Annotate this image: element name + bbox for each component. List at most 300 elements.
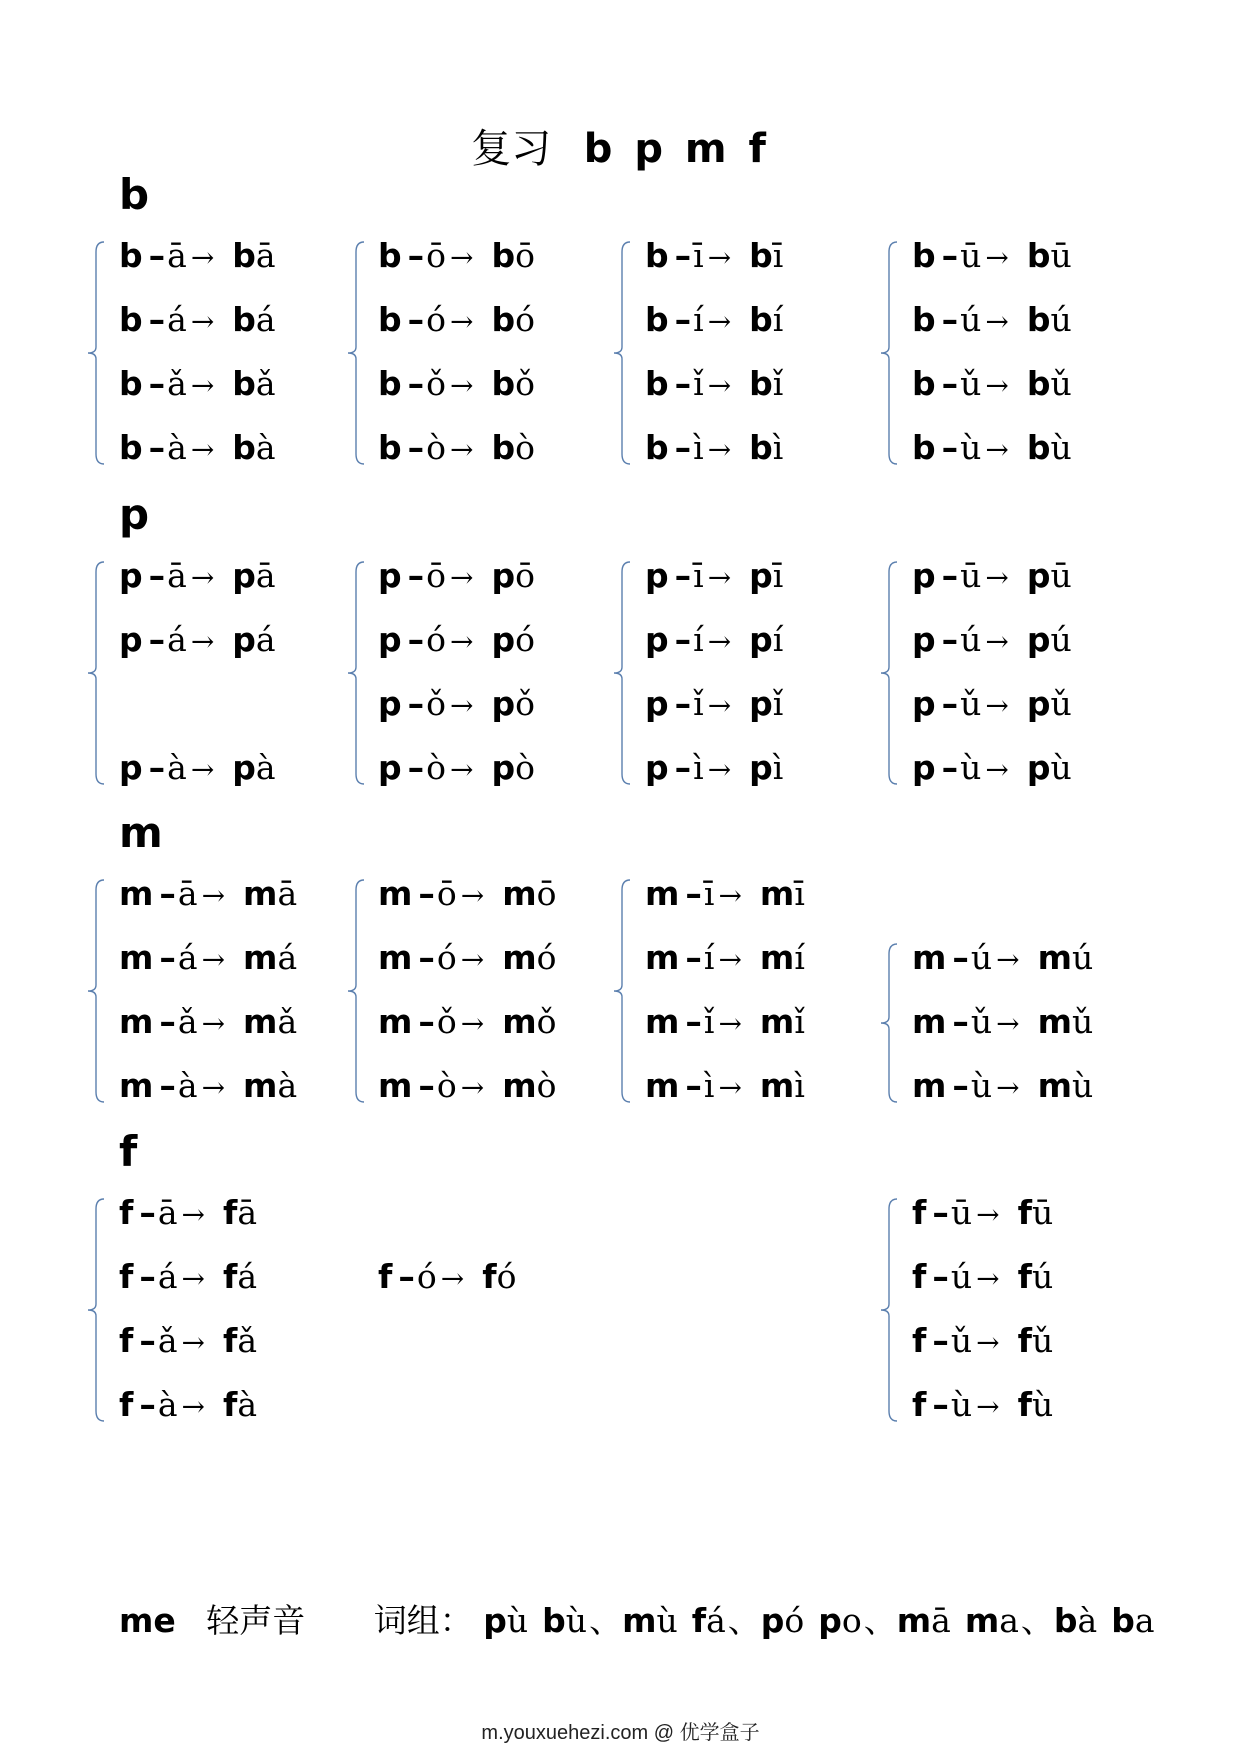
- section-heading-b: b: [119, 170, 150, 219]
- result-final: ǐ: [794, 1002, 805, 1041]
- initial: p: [645, 556, 669, 595]
- dash: –: [418, 874, 435, 913]
- syllable-entry: [378, 360, 535, 408]
- final: á: [167, 620, 187, 659]
- dash: –: [941, 428, 959, 467]
- result-final: ǒ: [536, 1002, 557, 1041]
- syllable-entry: [119, 1253, 257, 1301]
- title-chinese: 复习: [471, 126, 552, 172]
- final: í: [703, 938, 715, 977]
- arrow-icon: →: [450, 625, 474, 658]
- dash: –: [674, 364, 692, 403]
- final: ǎ: [157, 1321, 178, 1360]
- syllable-entry: [378, 680, 535, 728]
- arrow-icon: →: [201, 1007, 226, 1040]
- final: ú: [960, 300, 982, 339]
- result-initial: b: [232, 300, 256, 339]
- result-initial: p: [232, 556, 256, 595]
- result-final: ó: [515, 620, 535, 659]
- result-initial: b: [749, 236, 773, 275]
- dash: –: [674, 620, 692, 659]
- result-final: ú: [1031, 1257, 1054, 1296]
- result-initial: p: [1026, 556, 1051, 595]
- result-initial: p: [232, 620, 256, 659]
- brace-bracket: [348, 242, 364, 464]
- arrow-icon: →: [450, 305, 474, 338]
- word-pair: [897, 1601, 1019, 1640]
- syllable-entry: [912, 424, 1072, 472]
- result-final: á: [255, 620, 276, 659]
- arrow-icon: →: [181, 1262, 206, 1295]
- syllable-entry: [119, 1062, 297, 1110]
- final: ó: [426, 620, 446, 659]
- page-title: [0, 122, 1241, 176]
- initial: p: [645, 684, 669, 723]
- brace-bracket: [614, 880, 630, 1102]
- result-final: ā: [237, 1193, 258, 1232]
- arrow-icon: →: [976, 1390, 1000, 1423]
- dash: –: [148, 300, 166, 339]
- arrow-icon: →: [181, 1390, 206, 1423]
- dash: –: [941, 620, 959, 659]
- arrow-icon: →: [976, 1198, 1000, 1231]
- result-final: ō: [515, 236, 535, 275]
- initial: f: [912, 1193, 927, 1232]
- result-initial: m: [759, 874, 795, 913]
- word-pair: [1054, 1601, 1155, 1640]
- dash: –: [941, 684, 959, 723]
- initial: f: [912, 1321, 927, 1360]
- result-final: à: [255, 748, 276, 787]
- result-initial: p: [749, 620, 773, 659]
- syllable-entry: [912, 998, 1093, 1046]
- result-initial: b: [491, 236, 516, 275]
- result-initial: b: [1026, 428, 1051, 467]
- dash: –: [407, 748, 425, 787]
- arrow-icon: →: [976, 1326, 1000, 1359]
- final: ī: [703, 874, 715, 913]
- arrow-icon: →: [707, 369, 732, 402]
- final: í: [693, 300, 704, 339]
- arrow-icon: →: [201, 879, 226, 912]
- result-initial: p: [491, 684, 516, 723]
- result-initial: m: [759, 1066, 795, 1105]
- arrow-icon: →: [190, 561, 215, 594]
- result-final: ǔ: [1031, 1321, 1054, 1360]
- initial: b: [119, 300, 143, 339]
- neutral-tone-syllable: me: [119, 1601, 176, 1640]
- syllable-entry: [378, 552, 535, 600]
- dash: –: [932, 1193, 949, 1232]
- word-initial: m: [896, 1601, 932, 1640]
- arrow-icon: →: [996, 1071, 1020, 1104]
- result-initial: b: [1026, 236, 1051, 275]
- result-initial: b: [491, 364, 516, 403]
- dash: –: [932, 1257, 949, 1296]
- dash: –: [407, 620, 425, 659]
- result-initial: b: [491, 300, 516, 339]
- dash: –: [941, 364, 959, 403]
- initial: b: [912, 300, 936, 339]
- arrow-icon: →: [985, 433, 1009, 466]
- result-initial: p: [491, 556, 516, 595]
- arrow-icon: →: [976, 1262, 1000, 1295]
- result-final: ù: [1050, 428, 1072, 467]
- syllable-entry: [119, 1381, 257, 1429]
- result-final: ǐ: [772, 364, 784, 403]
- arrow-icon: →: [707, 625, 732, 658]
- syllable-entry: [912, 616, 1072, 664]
- dash: –: [148, 364, 166, 403]
- word-pair: [622, 1601, 726, 1640]
- arrow-icon: →: [718, 943, 742, 976]
- dash: –: [407, 364, 425, 403]
- brace-bracket: [88, 880, 104, 1102]
- dash: –: [685, 1002, 702, 1041]
- dash: –: [418, 938, 435, 977]
- result-final: ú: [1072, 938, 1094, 977]
- final: í: [693, 620, 704, 659]
- syllable-entry: [378, 296, 535, 344]
- syllable-entry: [912, 552, 1072, 600]
- arrow-icon: →: [985, 241, 1009, 274]
- initial: m: [645, 1066, 680, 1105]
- syllable-entry: [119, 1189, 257, 1237]
- result-final: ō: [515, 556, 535, 595]
- syllable-entry: [645, 296, 783, 344]
- word-initial: p: [760, 1601, 785, 1640]
- result-final: ì: [772, 748, 784, 787]
- final: ǒ: [436, 1002, 457, 1041]
- final: ǐ: [703, 1002, 715, 1041]
- result-initial: p: [1026, 684, 1051, 723]
- result-initial: p: [749, 684, 773, 723]
- result-initial: m: [1037, 1002, 1073, 1041]
- arrow-icon: →: [440, 1262, 465, 1295]
- syllable-entry: [912, 1189, 1053, 1237]
- dash: –: [139, 1193, 156, 1232]
- word-initial: b: [1111, 1601, 1135, 1640]
- result-final: ī: [772, 556, 784, 595]
- initial: m: [119, 1002, 154, 1041]
- syllable-entry: [378, 870, 557, 918]
- initial: b: [378, 236, 402, 275]
- final: ù: [960, 748, 982, 787]
- result-final: í: [772, 620, 784, 659]
- arrow-icon: →: [996, 943, 1020, 976]
- initial: b: [119, 428, 143, 467]
- brace-bracket: [881, 1199, 897, 1421]
- word-initial: b: [1053, 1601, 1078, 1640]
- initial: p: [912, 620, 936, 659]
- arrow-icon: →: [707, 305, 732, 338]
- syllable-entry: [912, 232, 1072, 280]
- initial: f: [119, 1193, 134, 1232]
- arrow-icon: →: [450, 369, 474, 402]
- result-initial: f: [1017, 1193, 1032, 1232]
- site-credit: m.youxuehezi.com @ 优学盒子: [481, 1722, 760, 1744]
- arrow-icon: →: [460, 879, 485, 912]
- initial: p: [378, 556, 402, 595]
- result-initial: m: [243, 1066, 278, 1105]
- dash: –: [148, 748, 166, 787]
- section-heading-f: f: [119, 1127, 138, 1176]
- result-final: ū: [1050, 236, 1072, 275]
- initial: b: [912, 236, 936, 275]
- initial: b: [119, 236, 143, 275]
- result-initial: m: [1037, 938, 1073, 977]
- dash: –: [932, 1385, 949, 1424]
- initial: m: [378, 938, 413, 977]
- arrow-icon: →: [450, 561, 474, 594]
- word-initial: f: [691, 1601, 707, 1640]
- arrow-icon: →: [181, 1198, 206, 1231]
- initial: m: [912, 1066, 947, 1105]
- neutral-tone-label: 轻声音: [206, 1601, 306, 1640]
- brace-bracket: [88, 562, 104, 784]
- result-final: á: [277, 938, 298, 977]
- dash: –: [674, 556, 692, 595]
- syllable-entry: [645, 424, 783, 472]
- initial: b: [378, 364, 402, 403]
- initial: b: [119, 364, 143, 403]
- final: ǔ: [950, 1321, 973, 1360]
- syllable-entry: [645, 744, 783, 792]
- dash: –: [674, 300, 692, 339]
- arrow-icon: →: [460, 1007, 485, 1040]
- result-final: ǎ: [277, 1002, 298, 1041]
- final: á: [167, 300, 187, 339]
- dash: –: [941, 300, 959, 339]
- dash: –: [941, 748, 959, 787]
- result-final: à: [277, 1066, 298, 1105]
- arrow-icon: →: [190, 305, 215, 338]
- syllable-entry: [378, 744, 535, 792]
- initial: b: [912, 364, 936, 403]
- initial: m: [119, 874, 154, 913]
- dash: –: [952, 1002, 969, 1041]
- initial: m: [645, 874, 680, 913]
- final: à: [157, 1385, 178, 1424]
- final: ó: [426, 300, 446, 339]
- final: ú: [950, 1257, 973, 1296]
- word-initial: b: [542, 1601, 566, 1640]
- initial: p: [645, 620, 669, 659]
- syllable-entry: [119, 232, 276, 280]
- final: ù: [970, 1066, 993, 1105]
- arrow-icon: →: [985, 369, 1009, 402]
- result-initial: b: [1026, 364, 1051, 403]
- initial: f: [119, 1385, 134, 1424]
- initial: m: [912, 1002, 947, 1041]
- final: ū: [950, 1193, 973, 1232]
- result-initial: b: [749, 364, 773, 403]
- brace-bracket: [614, 562, 630, 784]
- brace-bracket: [348, 880, 364, 1102]
- dash: –: [159, 938, 176, 977]
- result-initial: m: [1037, 1066, 1073, 1105]
- word-separator: 、: [589, 1601, 623, 1640]
- result-initial: m: [759, 938, 795, 977]
- final: ò: [426, 748, 446, 787]
- arrow-icon: →: [707, 689, 732, 722]
- result-initial: m: [243, 874, 278, 913]
- result-final: ú: [1050, 620, 1072, 659]
- syllable-entry: [119, 616, 276, 664]
- initial: f: [119, 1321, 134, 1360]
- dash: –: [685, 938, 702, 977]
- syllable-entry: [912, 360, 1072, 408]
- arrow-icon: →: [181, 1326, 206, 1359]
- arrow-icon: →: [996, 1007, 1020, 1040]
- word-final: ù: [656, 1601, 678, 1640]
- final: ǔ: [960, 684, 982, 723]
- word-final: a: [1134, 1601, 1155, 1640]
- syllable-entry: [119, 744, 276, 792]
- final: ā: [157, 1193, 178, 1232]
- arrow-icon: →: [450, 433, 474, 466]
- syllable-entry: [378, 1062, 557, 1110]
- syllable-entry: [645, 232, 783, 280]
- result-final: ǎ: [255, 364, 276, 403]
- arrow-icon: →: [190, 625, 215, 658]
- word-final: ù: [506, 1601, 529, 1640]
- arrow-icon: →: [450, 241, 474, 274]
- dash: –: [139, 1257, 156, 1296]
- result-final: à: [255, 428, 276, 467]
- result-initial: m: [243, 938, 278, 977]
- syllable-entry: [119, 934, 297, 982]
- dash: –: [932, 1321, 949, 1360]
- final: ú: [970, 938, 993, 977]
- final: ǎ: [167, 364, 187, 403]
- arrow-icon: →: [985, 305, 1009, 338]
- result-final: ǔ: [1072, 1002, 1094, 1041]
- initial: m: [645, 1002, 680, 1041]
- arrow-icon: →: [718, 879, 742, 912]
- syllable-entry: [645, 998, 805, 1046]
- arrow-icon: →: [718, 1007, 742, 1040]
- final: ó: [436, 938, 457, 977]
- word-final: á: [706, 1601, 726, 1640]
- final: ǒ: [426, 364, 446, 403]
- result-initial: p: [491, 620, 516, 659]
- word-separator: 、: [727, 1601, 761, 1640]
- brace-bracket: [614, 242, 630, 464]
- final: á: [177, 938, 198, 977]
- arrow-icon: →: [985, 753, 1009, 786]
- result-initial: m: [502, 874, 537, 913]
- dash: –: [674, 428, 692, 467]
- syllable-entry: [378, 424, 535, 472]
- final: ā: [167, 236, 187, 275]
- brace-bracket: [348, 562, 364, 784]
- final: ǎ: [177, 1002, 198, 1041]
- dash: –: [674, 236, 692, 275]
- initial: p: [378, 748, 402, 787]
- word-pair: [761, 1601, 862, 1640]
- footer-line: [119, 1593, 1157, 1649]
- final: ā: [167, 556, 187, 595]
- initial: b: [645, 364, 669, 403]
- result-final: ù: [1072, 1066, 1094, 1105]
- word-initial: p: [483, 1601, 507, 1640]
- syllable-entry: [378, 232, 535, 280]
- arrow-icon: →: [707, 561, 732, 594]
- syllable-entry: [119, 1317, 257, 1365]
- result-initial: f: [223, 1385, 238, 1424]
- final: à: [177, 1066, 198, 1105]
- result-initial: f: [482, 1257, 497, 1296]
- initial: p: [645, 748, 669, 787]
- syllable-entry: [912, 296, 1072, 344]
- initial: p: [119, 556, 143, 595]
- initial: m: [912, 938, 947, 977]
- initial: p: [912, 684, 936, 723]
- final: ō: [436, 874, 457, 913]
- final: à: [167, 428, 187, 467]
- arrow-icon: →: [985, 625, 1009, 658]
- syllable-entry: [119, 296, 276, 344]
- arrow-icon: →: [707, 241, 732, 274]
- dash: –: [398, 1257, 415, 1296]
- final: ò: [436, 1066, 457, 1105]
- arrow-icon: →: [707, 753, 732, 786]
- result-initial: f: [1017, 1385, 1032, 1424]
- result-initial: b: [232, 428, 256, 467]
- brace-bracket: [881, 562, 897, 784]
- initial: p: [378, 684, 402, 723]
- syllable-entry: [912, 744, 1072, 792]
- result-initial: m: [502, 1002, 537, 1041]
- result-final: ǒ: [515, 684, 535, 723]
- arrow-icon: →: [190, 241, 215, 274]
- initial: p: [912, 748, 936, 787]
- syllable-entry: [645, 616, 783, 664]
- result-final: ū: [1050, 556, 1072, 595]
- initial: b: [912, 428, 936, 467]
- word-final: ā: [931, 1601, 951, 1640]
- word-final: ó: [784, 1601, 805, 1640]
- final: ǐ: [693, 364, 704, 403]
- initial: b: [645, 428, 669, 467]
- arrow-icon: →: [201, 1071, 226, 1104]
- result-initial: p: [232, 748, 256, 787]
- dash: –: [685, 1066, 702, 1105]
- final: ì: [693, 428, 704, 467]
- brace-bracket: [881, 944, 897, 1102]
- result-final: ā: [277, 874, 298, 913]
- syllable-entry: [645, 870, 805, 918]
- dash: –: [159, 1002, 176, 1041]
- result-final: à: [237, 1385, 258, 1424]
- result-final: ì: [794, 1066, 805, 1105]
- result-initial: b: [232, 364, 256, 403]
- result-final: á: [237, 1257, 258, 1296]
- syllable-entry: [645, 680, 783, 728]
- syllable-entry: [912, 1317, 1053, 1365]
- result-initial: f: [223, 1257, 238, 1296]
- arrow-icon: →: [450, 753, 474, 786]
- word-initial: p: [818, 1601, 842, 1640]
- result-final: ā: [255, 236, 276, 275]
- result-final: ǎ: [237, 1321, 258, 1360]
- initial: p: [119, 620, 143, 659]
- result-initial: b: [749, 300, 773, 339]
- arrow-icon: →: [985, 689, 1009, 722]
- word-pair: [483, 1601, 587, 1640]
- arrow-icon: →: [707, 433, 732, 466]
